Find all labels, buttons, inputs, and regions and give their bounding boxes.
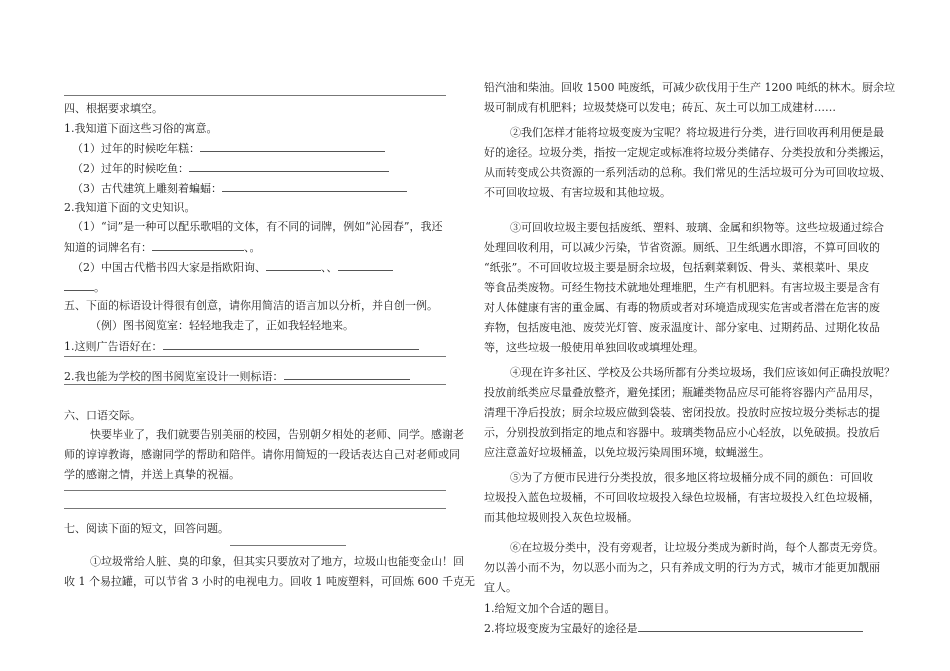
left-line-12 bbox=[90, 319, 354, 333]
line-text: 应注意盖好垃圾桶盖，以免垃圾污染周围环境，蚊蝇滋生。 bbox=[484, 446, 770, 459]
right-line-23 bbox=[484, 561, 880, 575]
left-line-14 bbox=[64, 369, 410, 384]
answer-blank[interactable] bbox=[189, 161, 389, 172]
right-line-13 bbox=[484, 341, 704, 355]
line-text: 铅汽油和柴油。回收 1500 吨废纸，可减少砍伐用于生产 1200 吨纸的林木。厨余垃 bbox=[484, 81, 895, 94]
right-line-26 bbox=[484, 621, 863, 636]
right-line-8 bbox=[484, 241, 880, 255]
left-line-7 bbox=[72, 220, 443, 234]
line-text: 而其他垃圾则投入灰色垃圾桶。 bbox=[484, 511, 638, 524]
line-text: 处理回收利用，可以减少污染，节省资源。厕纸、卫生纸遇水即溶，不算可回收的 bbox=[484, 241, 880, 254]
line-text: ②我们怎样才能将垃圾变废为宝呢？将垃圾进行分类，进行回收再利用便是最 bbox=[510, 126, 884, 139]
right-line-18 bbox=[484, 446, 770, 460]
right-line-5 bbox=[484, 166, 891, 180]
answer-rule-line[interactable] bbox=[64, 356, 446, 357]
line-text: 、 bbox=[321, 261, 327, 274]
line-text: 五、下面的标语设计得很有创意，请你用简洁的语言加以分析，并自创一例。 bbox=[64, 299, 438, 312]
right-line-17 bbox=[484, 426, 880, 440]
left-line-6 bbox=[64, 201, 196, 215]
line-text: “纸张”。不可回收垃圾主要是厨余垃圾，包括剩菜剩饭、骨头、菜根菜叶、果皮 bbox=[484, 261, 870, 274]
right-line-24 bbox=[484, 581, 517, 595]
right-line-19 bbox=[510, 471, 873, 485]
right-line-2 bbox=[484, 101, 836, 115]
left-line-13 bbox=[64, 339, 419, 354]
left-line-20 bbox=[90, 555, 464, 569]
answer-blank[interactable] bbox=[284, 369, 410, 380]
answer-rule-line[interactable] bbox=[64, 384, 446, 385]
line-text: 等食品类废物。可经生物技术就地处理堆肥，生产有机肥料。有害垃圾主要是含有 bbox=[484, 281, 880, 294]
right-line-21 bbox=[484, 511, 638, 525]
line-text: （2）过年的时候吃鱼： bbox=[72, 162, 189, 175]
answer-blank[interactable] bbox=[152, 240, 244, 251]
answer-rule-line[interactable] bbox=[64, 508, 446, 509]
right-line-9 bbox=[484, 261, 869, 275]
right-line-11 bbox=[484, 301, 880, 315]
right-line-25 bbox=[484, 602, 616, 616]
line-text: 2.我知道下面的文史知识。 bbox=[64, 201, 196, 214]
left-line-10 bbox=[64, 280, 105, 295]
left-line-15 bbox=[64, 409, 141, 423]
line-text: 2.将垃圾变废为宝最好的途径是 bbox=[484, 622, 638, 635]
right-line-7 bbox=[510, 221, 884, 235]
line-text: （1）过年的时候吃年糕： bbox=[72, 142, 200, 155]
line-text: 对人体健康有害的重金属、有毒的物质或者对环境造成现实危害或者潜在危害的废 bbox=[484, 301, 880, 314]
answer-blank[interactable] bbox=[200, 141, 385, 152]
line-text: 师的谆谆教诲，感谢同学的帮助和陪伴。请你用简短的一段话表达自己对老师或同 bbox=[64, 448, 460, 461]
left-line-21 bbox=[64, 575, 475, 589]
line-text: （3）古代建筑上雕刻着蝙蝠： bbox=[72, 182, 222, 195]
line-text: 清理干净后投放；厨余垃圾应做到袋装、密闭投放。投放时应按垃圾分类标志的提 bbox=[484, 406, 880, 419]
line-text: 圾可制成有机肥料；垃圾焚烧可以发电；砖瓦、灰土可以加工成建材…… bbox=[484, 101, 836, 114]
line-text: 弃物，包括废电池、废荧光灯管、废汞温度计、部分家电、过期药品、过期化妆品 bbox=[484, 321, 880, 334]
left-line-4 bbox=[72, 161, 389, 176]
line-text: 1.这则广告语好在： bbox=[64, 340, 163, 353]
right-line-3 bbox=[510, 126, 884, 140]
right-line-22 bbox=[510, 541, 884, 555]
line-text: 知道的词牌名有： bbox=[64, 241, 152, 254]
line-text: 不可回收垃圾、有害垃圾和其他垃圾。 bbox=[484, 186, 671, 199]
left-line-11 bbox=[64, 299, 438, 313]
line-text: ③可回收垃圾主要包括废纸、塑料、玻璃、金属和织物等。这些垃圾通过综合 bbox=[510, 221, 884, 234]
line-text: 、 bbox=[244, 241, 250, 254]
line-text: 垃圾投入蓝色垃圾桶，不可回收垃圾投入绿色垃圾桶，有害垃圾投入红色垃圾桶， bbox=[484, 491, 880, 504]
answer-blank[interactable] bbox=[638, 621, 863, 632]
answer-blank[interactable] bbox=[338, 260, 393, 271]
line-text: 1.给短文加个合适的题目。 bbox=[484, 602, 616, 615]
line-text: 好的途径。垃圾分类，指按一定规定或标准将垃圾分类储存、分类投放和分类搬运， bbox=[484, 146, 891, 159]
line-text: 七、阅读下面的短文，回答问题。 bbox=[64, 522, 229, 535]
left-line-5 bbox=[72, 181, 407, 196]
right-line-14 bbox=[510, 366, 895, 380]
line-text: 1.我知道下面这些习俗的寓意。 bbox=[64, 122, 218, 135]
line-text: ④现在许多社区、学校及公共场所都有分类垃圾场，我们应该如何正确投放呢？ bbox=[510, 366, 895, 379]
line-text: 四、根据要求填空。 bbox=[64, 102, 163, 115]
line-text: 从而转变成公共资源的一系列活动的总称。我们常见的生活垃圾可分为可回收垃圾、 bbox=[484, 166, 891, 179]
line-text: 收 1 个易拉罐，可以节省 3 小时的电视电力。回收 1 吨废塑料，可回炼 600 千克无 bbox=[64, 575, 475, 588]
line-text: 六、口语交际。 bbox=[64, 409, 141, 422]
line-text: 勿以善小而不为，勿以恶小而为之，只有养成文明的行为方式，城市才能更加靓丽 bbox=[484, 561, 880, 574]
line-text: 学的感谢之情，并送上真挚的祝福。 bbox=[64, 468, 240, 481]
line-text: ⑥在垃圾分类中，没有旁观者，让垃圾分类成为新时尚，每个人都责无旁贷。 bbox=[510, 541, 884, 554]
answer-blank[interactable] bbox=[64, 280, 94, 291]
line-text: （1）“词”是一种可以配乐歌唱的文体，有不同的词牌，例如“沁园春”，我还 bbox=[72, 220, 443, 233]
right-line-15 bbox=[484, 386, 880, 400]
right-line-12 bbox=[484, 321, 880, 335]
line-text: 、 bbox=[326, 261, 338, 274]
line-text: 快要毕业了，我们就要告别美丽的校园，告别朝夕相处的老师、同学。感谢老 bbox=[90, 428, 464, 441]
answer-blank[interactable] bbox=[266, 260, 321, 271]
line-text: ⑤为了方便市民进行分类投放，很多地区将垃圾桶分成不同的颜色：可回收 bbox=[510, 471, 873, 484]
line-text: 2.我也能为学校的图书阅览室设计一则标语： bbox=[64, 370, 284, 383]
answer-blank[interactable] bbox=[163, 339, 419, 350]
right-line-20 bbox=[484, 491, 880, 505]
right-line-6 bbox=[484, 186, 671, 200]
line-text: ①垃圾常给人脏、臭的印象，但其实只要放对了地方，垃圾山也能变金山！回 bbox=[90, 555, 464, 568]
line-text: 等，这些垃圾一般使用单独回收或填埋处理。 bbox=[484, 341, 704, 354]
left-line-2 bbox=[64, 122, 218, 136]
line-text: 。 bbox=[249, 241, 261, 254]
right-line-10 bbox=[484, 281, 880, 295]
answer-blank[interactable] bbox=[222, 181, 407, 192]
left-line-16 bbox=[90, 428, 464, 442]
left-line-19 bbox=[64, 522, 229, 536]
line-text: 宜人。 bbox=[484, 581, 517, 594]
left-line-17 bbox=[64, 448, 460, 462]
line-text: （例）图书阅览室：轻轻地我走了，正如我轻轻地来。 bbox=[90, 319, 354, 332]
line-text: 示，分别投放到指定的地点和容器中。玻璃类物品应小心轻放，以免破损。投放后 bbox=[484, 426, 880, 439]
left-line-3 bbox=[72, 141, 385, 156]
line-text: 投放前纸类应尽量叠放整齐，避免揉团；瓶罐类物品应尽可能将容器内产品用尽， bbox=[484, 386, 880, 399]
left-line-18 bbox=[64, 468, 240, 482]
line-text: 。 bbox=[94, 281, 105, 294]
answer-rule-line[interactable] bbox=[64, 95, 446, 96]
passage-title-blank[interactable] bbox=[230, 545, 346, 546]
line-text: （2）中国古代楷书四大家是指欧阳询、 bbox=[72, 261, 266, 274]
right-line-4 bbox=[484, 146, 891, 160]
left-line-9 bbox=[72, 260, 393, 275]
left-line-8 bbox=[64, 240, 261, 255]
left-line-1 bbox=[64, 102, 163, 116]
right-line-16 bbox=[484, 406, 880, 420]
right-line-1 bbox=[484, 81, 895, 95]
answer-rule-line[interactable] bbox=[64, 490, 446, 491]
